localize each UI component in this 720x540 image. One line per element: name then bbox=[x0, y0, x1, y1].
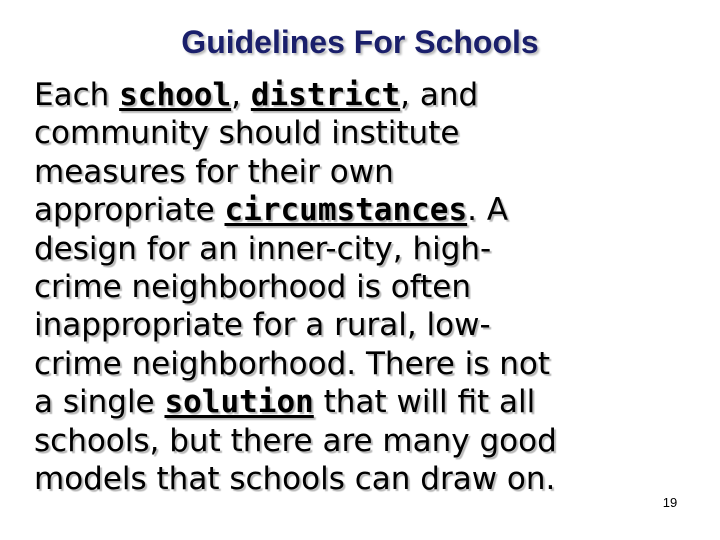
body-line-7: inappropriate for a rural, low- bbox=[34, 307, 491, 344]
body-line-8: crime neighborhood. There is not bbox=[34, 345, 551, 382]
slide-body-text bbox=[34, 76, 720, 498]
body-line-2: community should institute bbox=[34, 115, 460, 152]
text-segment: appropriate bbox=[34, 192, 225, 229]
text-segment: a single bbox=[34, 384, 165, 421]
text-segment: . A bbox=[467, 192, 509, 229]
keyword-school: school bbox=[119, 77, 232, 113]
text-segment: , bbox=[231, 77, 251, 113]
body-line-9 bbox=[34, 383, 720, 421]
body-line-1 bbox=[34, 76, 720, 114]
body-line-3: measures for their own bbox=[34, 153, 394, 190]
keyword-district: district bbox=[250, 77, 401, 113]
text-segment: , and bbox=[400, 77, 479, 113]
body-line-5: design for an inner-city, high- bbox=[34, 230, 492, 267]
text-segment: that will fit all bbox=[313, 384, 536, 421]
body-line-4 bbox=[34, 191, 720, 229]
page-number: 19 bbox=[662, 495, 678, 510]
body-line-11: models that schools can draw on. bbox=[34, 461, 556, 498]
body-line-6: crime neighborhood is often bbox=[34, 269, 471, 306]
keyword-circumstances: circumstances bbox=[224, 192, 468, 229]
text-segment: Each bbox=[34, 77, 120, 113]
slide-title: Guidelines For Schools bbox=[181, 24, 539, 60]
keyword-solution: solution bbox=[164, 384, 314, 421]
body-line-10: schools, but there are many good bbox=[34, 422, 557, 459]
